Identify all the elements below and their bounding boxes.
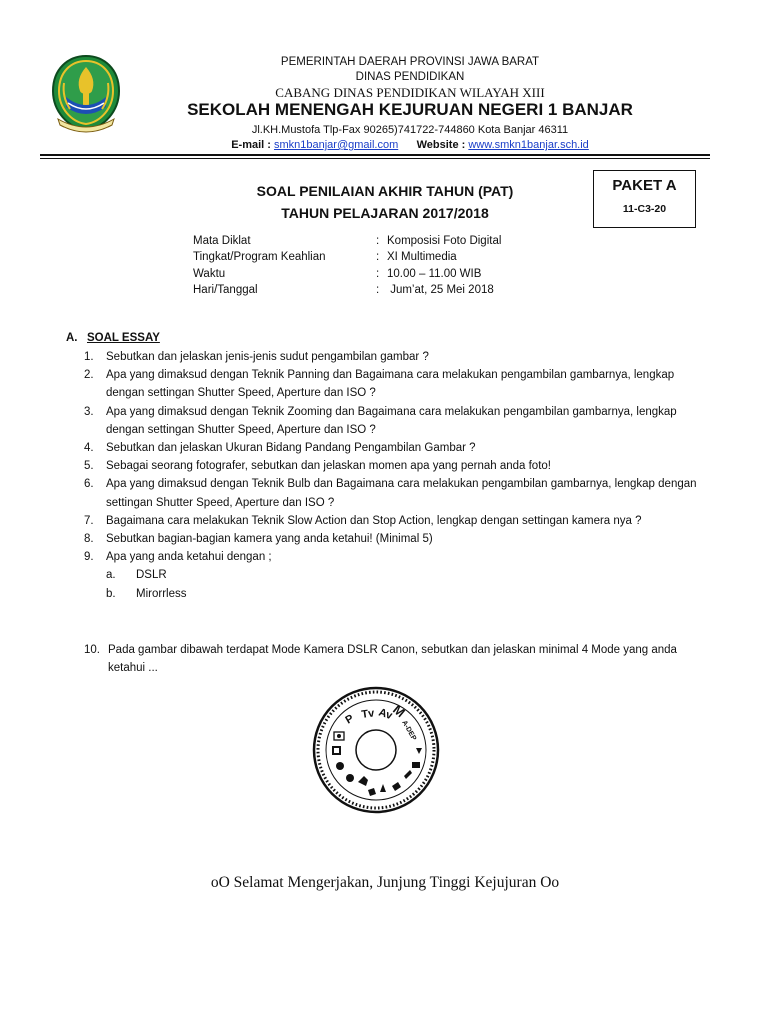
school-address: Jl.KH.Mustofa Tlp-Fax 90265)741722-744860 Kota Banjar 46311 [251,124,569,136]
info-colon: : [376,251,380,264]
question-number: 2. [84,369,94,382]
info-label: Tingkat/Program Keahlian [193,251,326,264]
info-colon: : [376,235,380,247]
info-row [193,251,501,267]
paket-label: PAKET A [612,177,677,194]
dial-mode-label: A-DEP [400,719,418,742]
question-text: Sebagai seorang fotografer, sebutkan dan jelaskan momen apa yang pernah anda foto! [106,460,551,473]
question-text: Sebutkan dan jelaskan jenis-jenis sudut pengambilan gambar ? [106,351,429,363]
header-government: PEMERINTAH DAERAH PROVINSI JAWA BARAT [280,56,540,68]
question-item [84,366,714,402]
sub-item-letter: b. [106,587,116,600]
exam-title: SOAL PENILAIAN AKHIR TAHUN (PAT) [256,183,514,199]
question-item [84,439,714,457]
question-number: 3. [84,405,94,418]
question-item [84,530,714,548]
info-row [193,284,501,300]
question-item [84,475,714,511]
header-divider-thick [40,154,710,156]
question-text: Sebutkan bagian-bagian kamera yang anda ketahui! (Minimal 5) [106,533,433,546]
question-text: Apa yang anda ketahui dengan ; [106,551,272,564]
section-number: A. [66,332,78,344]
sub-item [84,585,714,603]
info-value: 10.00 – 11.00 WIB [387,267,482,280]
question-text: Bagaimana cara melakukan Teknik Slow Action dan Stop Action, lengkap dengan settingan kamera nya ? [106,514,642,527]
question-text: Apa yang dimaksud dengan Teknik Panning dan Bagaimana cara melakukan pengambilan gambarnya, lengkap dengan settingan Shutter Speed, Aperture dan ISO ? [106,369,675,400]
question-number: 1. [84,351,94,363]
question-text: Pada gambar dibawah terdapat Mode Kamera DSLR Canon, sebutkan dan jelaskan minimal 4 Mode yang anda ketahui ... [108,644,677,675]
school-name: SEKOLAH MENENGAH KEJURUAN NEGERI 1 BANJAR [187,100,633,119]
question-item [84,403,714,439]
dial-mode-label: P [343,712,356,727]
jawa-barat-crest-icon [48,53,124,133]
info-row [193,268,501,284]
dial-mode-label: Tv [360,707,376,721]
info-value: Jum’at, 25 Mei 2018 [387,283,494,296]
section-title: SOAL ESSAY [87,332,160,344]
academic-year: TAHUN PELAJARAN 2017/2018 [281,205,489,221]
question-text: Apa yang dimaksud dengan Teknik Zooming dan Bagaimana cara melakukan pengambilan gambarnya, lengkap dengan settingan Shutter Speed, Aperture dan ISO ? [106,405,677,436]
website-label: Website : [416,139,466,151]
sub-item [84,566,714,584]
header-divider-thin [40,158,710,159]
dial-mode-label: Av [377,706,394,723]
question-number: 10. [84,644,100,656]
info-label: Mata Diklat [193,235,251,247]
info-label: Waktu [193,267,226,280]
question-number: 5. [84,460,94,473]
question-text: Apa yang dimaksud dengan Teknik Bulb dan Bagaimana cara melakukan pengambilan gambarnya, lengkap dengan settingan Shutter Speed, Aperture dan ISO ? [106,478,697,509]
question-number: 4. [84,442,94,455]
email-link[interactable]: smkn1banjar@gmail.com [273,139,399,151]
question-item [84,512,714,530]
info-colon: : [376,267,380,280]
info-value: Komposisi Foto Digital [387,235,502,247]
email-label: E-mail : [231,139,271,151]
question-text: Sebutkan dan jelaskan Ukuran Bidang Pandang Pengambilan Gambar ? [106,442,476,455]
header-branch: CABANG DINAS PENDIDIKAN WILAYAH XIII [275,85,545,100]
question-item [84,457,714,475]
paket-code: 11-C3-20 [622,203,667,215]
question-number: 9. [84,551,94,564]
info-value: XI Multimedia [387,251,457,264]
info-label: Hari/Tanggal [193,283,258,296]
sub-item-letter: a. [106,569,116,582]
question-number: 7. [84,514,94,527]
header-department: DINAS PENDIDIKAN [355,71,465,83]
question-number: 6. [84,478,94,491]
sub-item-text: DSLR [136,569,167,582]
website-link[interactable]: www.smkn1banjar.sch.id [468,139,589,151]
question-number: 8. [84,533,94,546]
dial-mode-label: M [390,701,409,721]
question-item [84,348,714,366]
info-colon: : [376,283,380,296]
info-row [193,235,501,251]
contact-line [150,139,670,151]
question-list [84,348,714,603]
closing-message: oO Selamat Mengerjakan, Junjung Tinggi Kejujuran Oo [210,874,560,891]
paket-box [593,170,696,228]
camera-mode-dial-icon [312,686,440,814]
sub-item-text: Mirorrless [136,587,187,600]
question-item [84,548,714,566]
question-item [84,641,714,677]
exam-info [193,235,501,300]
section-heading [66,332,160,344]
